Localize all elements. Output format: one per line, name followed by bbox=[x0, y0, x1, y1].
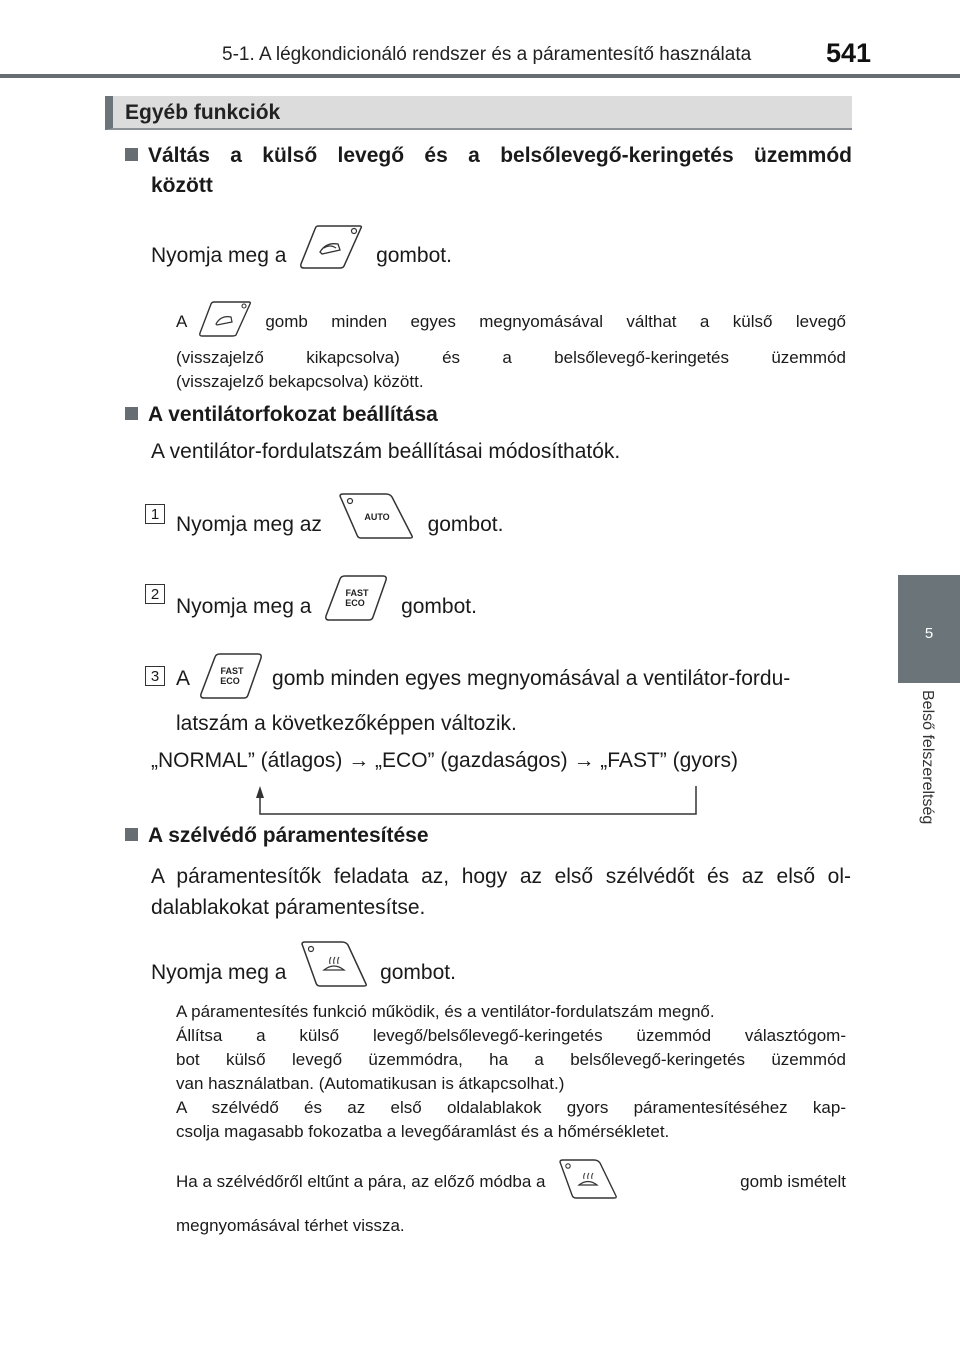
recirculation-button-icon bbox=[298, 224, 364, 289]
section-title-bar bbox=[105, 96, 852, 130]
section-title: Egyéb funkciók bbox=[125, 101, 281, 124]
header-rule bbox=[0, 74, 960, 78]
bullet-square-icon bbox=[125, 407, 138, 420]
windshield-defogger-button-icon bbox=[556, 1158, 618, 1207]
svg-text:FAST: FAST bbox=[220, 666, 244, 676]
step-1-text: Nyomja meg az AUTO gombot. bbox=[176, 492, 503, 542]
s3-return-note: Ha a szélvédőről eltűnt a pára, az előző módba a gomb ismételt megnyomásával térhet vissza. bbox=[176, 1160, 846, 1238]
page-number: 541 bbox=[826, 38, 872, 68]
s3-heading: A szélvédő páramentesítése bbox=[125, 824, 429, 848]
running-header-title: 5-1. A légkondicionáló rendszer és a páramentesítő használata bbox=[222, 44, 752, 65]
step-number-2: 2 bbox=[145, 584, 165, 604]
svg-text:FAST: FAST bbox=[345, 588, 369, 598]
svg-text:ECO: ECO bbox=[220, 676, 240, 686]
s2-intro: A ventilátor-fordulatszám beállításai módosíthatók. bbox=[151, 440, 621, 463]
svg-text:AUTO: AUTO bbox=[364, 512, 390, 522]
fast-eco-button-icon bbox=[323, 574, 389, 641]
step-3-text: A FAST ECO gomb minden egyes megnyomásával a ventilátor-fordu- latszám a következőképpen változik. bbox=[176, 654, 852, 736]
s3-instruction: Nyomja meg a gombot. bbox=[151, 940, 456, 990]
auto-button-icon bbox=[336, 492, 414, 559]
cycle-return-arrow-icon bbox=[250, 784, 702, 823]
svg-text:ECO: ECO bbox=[345, 598, 365, 608]
chapter-tab-label: Belső felszereltség bbox=[919, 690, 936, 825]
s3-intro: A páramentesítők feladata az, hogy az első szélvédőt és az első ol- dalablakokat páramentesítse. bbox=[151, 865, 851, 919]
s1-instruction: Nyomja meg a gombot. bbox=[151, 224, 452, 274]
bullet-square-icon bbox=[125, 148, 138, 161]
s2-heading: A ventilátorfokozat beállítása bbox=[125, 403, 438, 427]
recirculation-button-icon bbox=[197, 300, 253, 345]
step-number-1: 1 bbox=[145, 504, 165, 524]
s1-heading: Váltás a külső levegő és a belsőlevegő-keringetés üzemmód között bbox=[125, 144, 852, 198]
step-number-3: 3 bbox=[145, 666, 165, 686]
s3-notes: A páramentesítés funkció működik, és a ventilátor-fordulatszám megnő. Állítsa a külső levegő/belsőlevegő-keringetés üzemmód választógom- bot külső levegő üzemmódra, ha a belsőlevegő-keringetés üzemmód van használatban. (Automatikusan is átkapcsolhat.) A szélvédő és az első oldalablakok gyors páramentesítéséhez kap- csolja magasabb fokozatba a levegőáramlást és a hőmérsékletet. bbox=[176, 1002, 846, 1141]
step-2-text: Nyomja meg a FAST ECO gombot. bbox=[176, 574, 477, 624]
chapter-tab-number: 5 bbox=[924, 625, 934, 642]
windshield-defogger-button-icon bbox=[298, 940, 368, 1007]
s1-note: A gomb minden egyes megnyomásával válthat a külső levegő (visszajelző kikapcsolva) és a belsőlevegő-keringetés üzemmód (visszajelző bekapcsolva) között. bbox=[176, 302, 846, 394]
bullet-square-icon bbox=[125, 828, 138, 841]
fan-mode-sequence: „NORMAL” (átlagos) → „ECO” (gazdaságos) → „FAST” (gyors) bbox=[151, 749, 738, 772]
fast-eco-button-icon bbox=[198, 652, 264, 706]
